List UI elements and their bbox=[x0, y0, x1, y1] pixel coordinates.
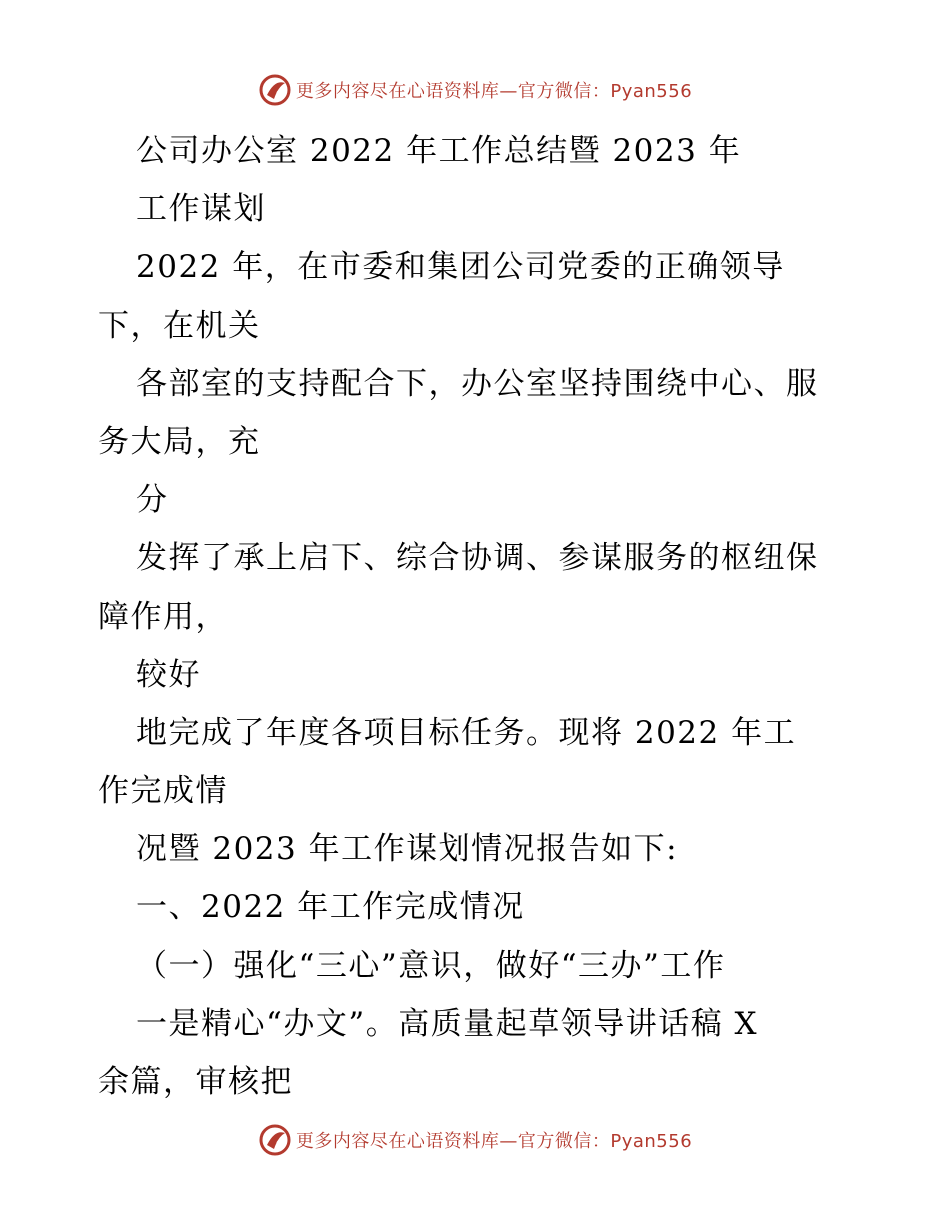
brand-logo-icon bbox=[258, 1123, 292, 1157]
text-line: 2022 年，在市委和集团公司党委的正确领导 bbox=[136, 249, 785, 286]
text-line: 发挥了承上启下、综合协调、参谋服务的枢纽保 bbox=[136, 540, 819, 577]
watermark-text: 更多内容尽在心语资料库—官方微信：Pyan556 bbox=[295, 1131, 693, 1152]
text-line: 较好 bbox=[136, 656, 201, 693]
text-line: 分 bbox=[136, 482, 169, 519]
text-line: （一）强化“三心”意识，做好“三办”工作 bbox=[136, 947, 726, 984]
text-line: 地完成了年度各项目标任务。现将 2022 年工 bbox=[136, 714, 797, 751]
text-line: 障作用， bbox=[98, 598, 228, 635]
text-line: 下，在机关 bbox=[98, 307, 261, 344]
text-line: 作完成情 bbox=[98, 773, 228, 810]
document-body bbox=[98, 122, 858, 1111]
footer-watermark bbox=[0, 1120, 950, 1160]
text-line: 况暨 2023 年工作谋划情况报告如下: bbox=[136, 831, 679, 868]
header-watermark bbox=[0, 70, 950, 110]
text-line: 一、2022 年工作完成情况 bbox=[136, 889, 525, 926]
text-line: 各部室的支持配合下，办公室坚持围绕中心、服 bbox=[136, 365, 819, 402]
text-line: 公司办公室 2022 年工作总结暨 2023 年 bbox=[136, 133, 742, 169]
text-line: 一是精心“办文”。高质量起草领导讲话稿 X bbox=[136, 1005, 759, 1042]
watermark-text: 更多内容尽在心语资料库—官方微信：Pyan556 bbox=[295, 81, 693, 102]
text-line: 工作谋划 bbox=[136, 191, 266, 228]
text-line: 余篇，审核把 bbox=[98, 1064, 293, 1100]
text-line: 务大局，充 bbox=[98, 423, 261, 460]
brand-logo-icon bbox=[258, 73, 292, 107]
